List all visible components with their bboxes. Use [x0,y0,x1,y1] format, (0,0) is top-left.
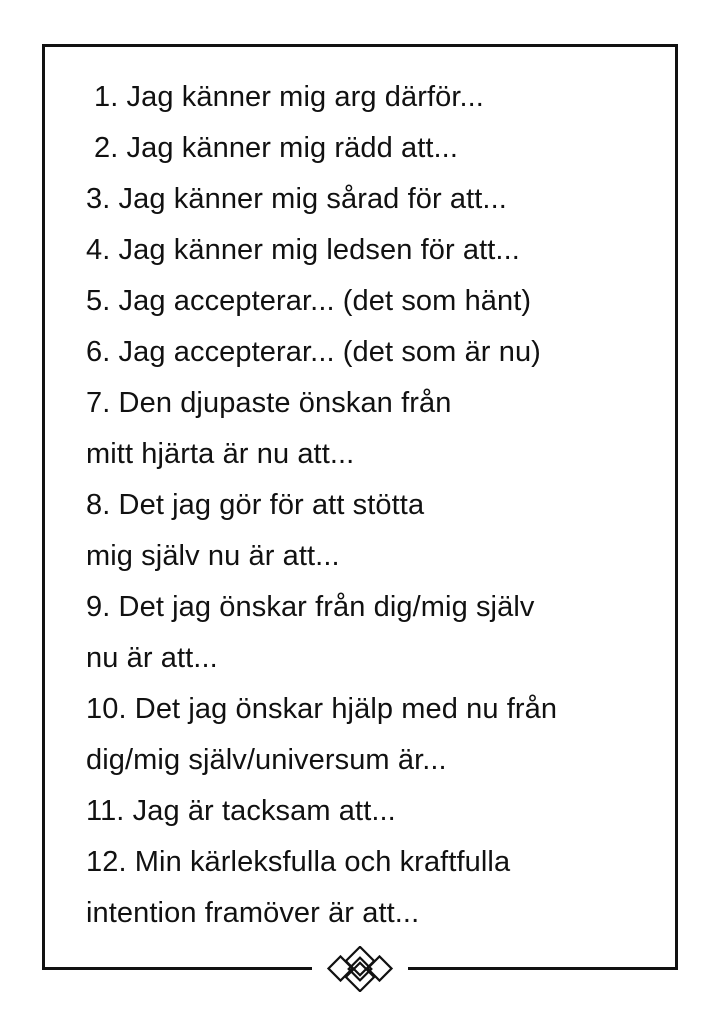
list-item: 12. Min kärleksfulla och kraftfulla [86,846,511,878]
list-item-continuation: mig själv nu är att... [86,540,340,572]
list-item: 2. Jag känner mig rädd att... [94,132,458,164]
frame-bottom-left-rule [42,967,312,970]
diamond-knot-ornament-icon [312,946,408,992]
list-item-continuation: mitt hjärta är nu att... [86,438,355,470]
list-item: 4. Jag känner mig ledsen för att... [86,234,520,266]
list-item: 11. Jag är tacksam att... [86,795,396,827]
list-item: 1. Jag känner mig arg därför... [94,81,484,113]
list-item-continuation: nu är att... [86,642,218,674]
list-item: 5. Jag accepterar... (det som hänt) [86,285,532,317]
list-item-continuation: intention framöver är att... [86,897,420,929]
list-item: 7. Den djupaste önskan från [86,387,452,419]
list-item: 8. Det jag gör för att stötta [86,489,425,521]
list-item: 6. Jag accepterar... (det som är nu) [86,336,541,368]
list-item: 3. Jag känner mig sårad för att... [86,183,507,215]
list-item-continuation: dig/mig själv/universum är... [86,744,447,776]
list-item: 9. Det jag önskar från dig/mig själv [86,591,535,623]
frame-bottom-right-rule [408,967,678,970]
list-item: 10. Det jag önskar hjälp med nu från [86,693,558,725]
prompt-list [86,72,666,939]
